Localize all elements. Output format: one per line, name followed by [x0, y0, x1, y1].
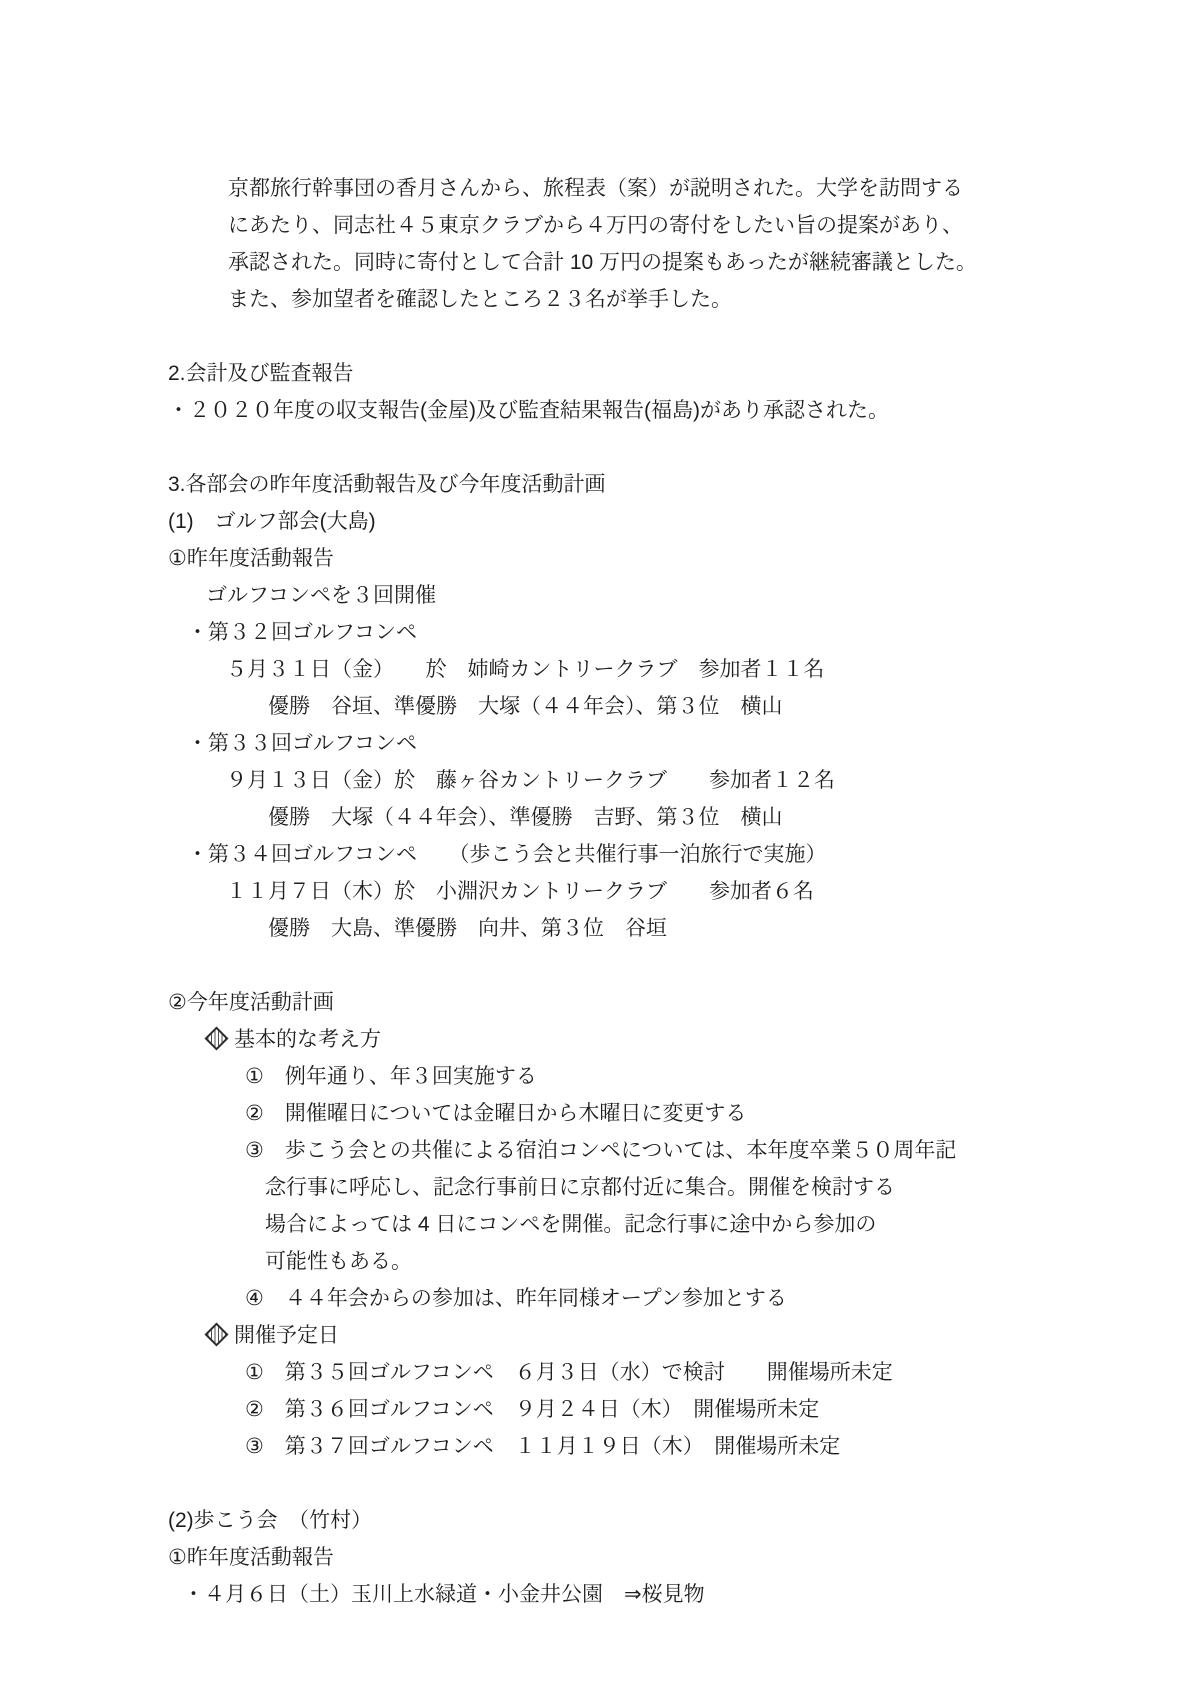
- diamond-heading: [206, 1021, 1160, 1058]
- diamond-heading: [206, 1317, 1160, 1354]
- result-line: 優勝 大塚（４４年会）、準優勝 吉野、第３位 横山: [268, 806, 783, 829]
- diamond-icon: [204, 1026, 228, 1050]
- bullet-line: ・第３２回ゴルフコンペ: [187, 621, 417, 644]
- event-detail-line: ９月１３日（金）於 藤ヶ谷カントリークラブ 参加者１２名: [226, 769, 835, 792]
- event-detail-line: ５月３１日（金） 於 姉崎カントリークラブ 参加者１１名: [226, 658, 825, 681]
- numbered-item-line: ② 第３６回ゴルフコンペ ９月２４日（木） 開催場所未定: [245, 1398, 820, 1421]
- bullet-line: ・第３３回ゴルフコンペ: [187, 732, 417, 755]
- diamond-icon: [204, 1322, 228, 1346]
- continuation-line: 場合によっては 4 日にコンペを開催。記念行事に途中から参加の: [265, 1213, 877, 1236]
- diamond-heading-label: 基本的な考え方: [234, 1028, 381, 1051]
- paragraph-line: 承認された。同時に寄付として合計 10 万円の提案もあったが継続審議とした。: [228, 251, 977, 274]
- subsection-heading: (1) ゴルフ部会(大島): [168, 510, 376, 533]
- numbered-item-line: ④ ４４年会からの参加は、昨年同様オープン参加とする: [245, 1287, 787, 1310]
- text-line: ゴルフコンペを３回開催: [206, 584, 436, 607]
- blank-line: [168, 429, 1160, 466]
- section-heading: 3.各部会の昨年度活動報告及び今年度活動計画: [168, 473, 606, 496]
- result-line: 優勝 谷垣、準優勝 大塚（４４年会）、第３位 横山: [268, 695, 783, 718]
- result-line: 優勝 大島、準優勝 向井、第３位 谷垣: [268, 917, 667, 940]
- section-heading: 2.会計及び監査報告: [168, 362, 354, 385]
- continuation-line: 可能性もある。: [265, 1250, 412, 1273]
- report-item-line: ・２０２０年度の収支報告(金屋)及び監査結果報告(福島)があり承認された。: [168, 399, 889, 422]
- subsection-heading: (2)歩こう会 （竹村）: [168, 1509, 373, 1532]
- diamond-heading-label: 開催予定日: [234, 1324, 339, 1347]
- numbered-item-line: ③ 第３７回ゴルフコンペ １１月１９日（木） 開催場所未定: [245, 1435, 841, 1458]
- numbered-item-line: ③ 歩こう会との共催による宿泊コンペについては、本年度卒業５０周年記: [245, 1139, 957, 1162]
- bullet-line: ・４月６日（土）玉川上水緑道・小金井公園 ⇒桜見物: [183, 1583, 705, 1606]
- subsection-heading: ①昨年度活動報告: [168, 547, 334, 570]
- continuation-line: 念行事に呼応し、記念行事前日に京都付近に集合。開催を検討する: [265, 1176, 895, 1199]
- numbered-item-line: ② 開催曜日については金曜日から木曜日に変更する: [245, 1102, 747, 1125]
- subsection-heading: ②今年度活動計画: [168, 991, 334, 1014]
- blank-line: [168, 947, 1160, 984]
- event-detail-line: １１月７日（木）於 小淵沢カントリークラブ 参加者６名: [226, 880, 814, 903]
- paragraph-line: また、参加望者を確認したところ２３名が挙手した。: [228, 288, 732, 311]
- paragraph-line: 京都旅行幹事団の香月さんから、旅程表（案）が説明された。大学を訪問する: [228, 177, 963, 200]
- blank-line: [168, 318, 1160, 355]
- subsection-heading: ①昨年度活動報告: [168, 1546, 334, 1569]
- blank-line: [168, 1465, 1160, 1502]
- numbered-item-line: ① 例年通り、年３回実施する: [245, 1065, 537, 1088]
- bullet-line: ・第３４回ゴルフコンペ （歩こう会と共催行事一泊旅行で実施）: [187, 843, 827, 866]
- paragraph-line: にあたり、同志社４５東京クラブから４万円の寄付をしたい旨の提案があり、: [228, 214, 963, 237]
- numbered-item-line: ① 第３５回ゴルフコンペ ６月３日（水）で検討 開催場所未定: [245, 1361, 893, 1384]
